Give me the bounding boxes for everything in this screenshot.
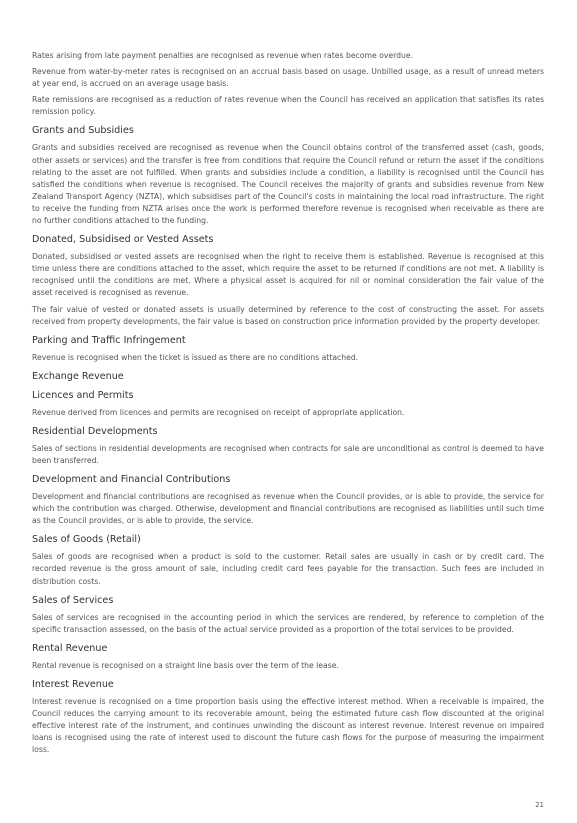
- section-sales-of-goods: [32, 534, 544, 587]
- section-heading: Exchange Revenue: [32, 370, 124, 382]
- section-heading: Donated, Subsidised or Vested Assets: [32, 234, 214, 246]
- section-licences-permits: [32, 390, 544, 419]
- section-residential-developments: [32, 426, 544, 467]
- section-heading: Rental Revenue: [32, 642, 108, 654]
- section-development-contributions: [32, 474, 544, 527]
- paragraph: Donated, subsidised or vested assets are recognised when the right to receive them is established. Revenue is recognised at this time unless there are conditions attached to the asset, which require the asset to be returned if conditions are not met. A liability is recognised until the conditions are met. Where a physical asset is acquired for nil or nominal consideration the fair value of the asset received is recognised as revenue.: [32, 252, 544, 298]
- paragraph: Revenue derived from licences and permits are recognised on receipt of appropriate application.: [32, 407, 405, 417]
- section-heading: Parking and Traffic Infringement: [32, 334, 186, 346]
- paragraph: Development and financial contributions are recognised as revenue when the Council provides, or is able to provide, the service for which the contribution was charged. Otherwise, development and financial contributions are recognised as liabilities until such time as the Council provides, or is able to provide, the service.: [32, 492, 544, 526]
- section-heading: Grants and Subsidies: [32, 125, 134, 137]
- section-heading: Residential Developments: [32, 425, 158, 437]
- paragraph: Sales of sections in residential developments are recognised when contracts for sale are unconditional as control is deemed to have been transferred.: [32, 443, 544, 465]
- paragraph: Interest revenue is recognised on a time proportion basis using the effective interest method. When a receivable is impaired, the Council reduces the carrying amount to its recoverable amount, being the estimated future cash flow discounted at the original effective interest rate of the instrument, and continues unwinding the discount as interest revenue. Interest revenue on impaired loans is recognised using the rate of interest used to discount the future cash flows for the purpose of measuring the impairment loss.: [32, 696, 544, 755]
- section-heading: Interest Revenue: [32, 678, 114, 690]
- paragraph: The fair value of vested or donated assets is usually determined by reference to the cost of constructing the asset. For assets received from property developments, the fair value is based on construction price information provided by the property developer.: [32, 304, 544, 326]
- paragraph: Revenue from water-by-meter rates is recognised on an accrual basis based on usage. Unbilled usage, as a result of unread meters at year end, is accrued on an average usage basis.: [32, 67, 544, 89]
- section-interest-revenue: [32, 679, 544, 756]
- section-parking-infringement: [32, 335, 544, 364]
- page-number: 21: [535, 801, 544, 809]
- section-heading: Sales of Goods (Retail): [32, 534, 141, 546]
- paragraph: Rate remissions are recognised as a reduction of rates revenue when the Council has received an application that satisfies its rates remission policy.: [32, 95, 544, 117]
- section-heading: Development and Financial Contributions: [32, 474, 231, 486]
- intro-paragraphs: [32, 50, 544, 118]
- section-heading: Licences and Permits: [32, 389, 134, 401]
- paragraph: Sales of services are recognised in the accounting period in which the services are rendered, by reference to completion of the specific transaction assessed, on the basis of the actual service provided as a proportion of the total services to be provided.: [32, 612, 544, 634]
- section-grants-and-subsidies: [32, 125, 544, 227]
- section-heading: Sales of Services: [32, 594, 114, 606]
- paragraph: Sales of goods are recognised when a product is sold to the customer. Retail sales are usually in cash or by credit card. The recorded revenue is the gross amount of sale, including credit card fees payable for the transaction. Such fees are included in distribution costs.: [32, 552, 544, 586]
- page-content: [32, 50, 544, 760]
- section-rental-revenue: [32, 643, 544, 672]
- paragraph: Revenue is recognised when the ticket is issued as there are no conditions attached.: [32, 352, 359, 362]
- paragraph: Grants and subsidies received are recognised as revenue when the Council obtains control of the transferred asset (cash, goods, other assets or services) and the transfer is free from conditions that require the Council refund or return the asset if the conditions relating to the asset are not fulfilled. When grants and subsidies include a condition, a liability is recognised until the Council has satisfied the conditions when revenue is recognised. The Council receives the majority of grants and subsidies revenue from New Zealand Transport Agency (NZTA), which subsidises part of the Council's costs in maintaining the local road infrastructure. The right to receive the funding from NZTA arises once the work is performed therefore revenue is recognised when receivable as there are no further conditions attached to the funding.: [32, 143, 544, 226]
- section-donated-assets: [32, 234, 544, 328]
- paragraph: Rates arising from late payment penalties are recognised as revenue when rates become overdue.: [32, 51, 414, 60]
- paragraph: Rental revenue is recognised on a straight line basis over the term of the lease.: [32, 660, 339, 670]
- section-sales-of-services: [32, 595, 544, 636]
- section-exchange-revenue: [32, 371, 544, 383]
